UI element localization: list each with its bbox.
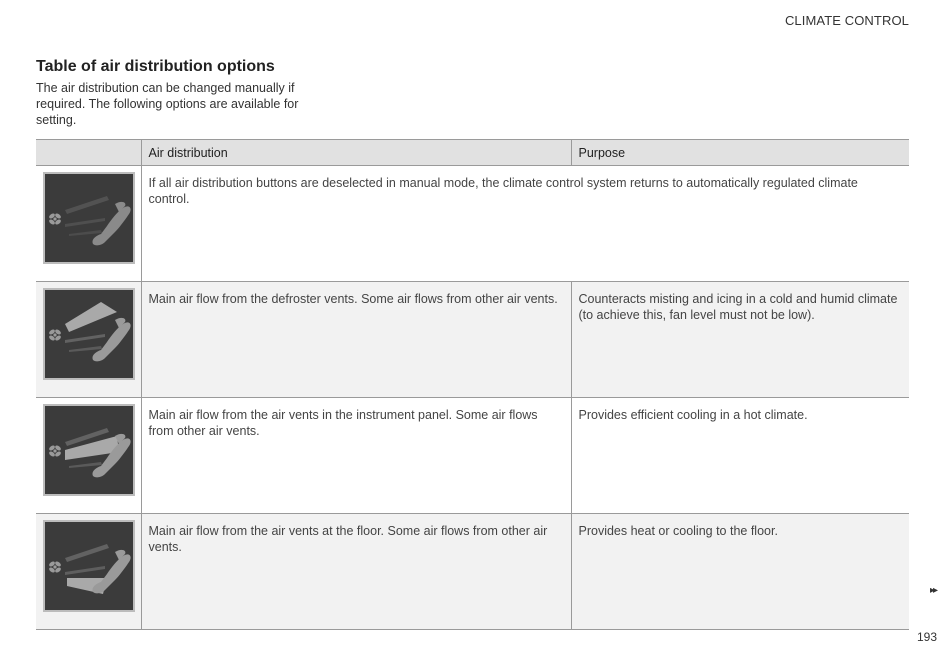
purpose-description: Counteracts misting and icing in a cold and humid climate (to achieve this, fan level must not be low).: [571, 282, 909, 398]
intro-paragraph: The air distribution can be changed manually if required. The following options are available for setting.: [36, 81, 299, 127]
table-header-row: [36, 140, 909, 166]
icon-cell: [36, 282, 141, 398]
purpose-description: Provides heat or cooling to the floor.: [571, 514, 909, 630]
header-purpose: Purpose: [571, 140, 909, 166]
air-distribution-table: [36, 139, 909, 630]
air-distribution-defroster-icon: [43, 288, 135, 380]
section-header: CLIMATE CONTROL: [784, 13, 909, 28]
air-distribution-all-off-icon: [43, 172, 135, 264]
table-row: [36, 514, 909, 630]
icon-cell: [36, 514, 141, 630]
continue-arrow-icon: ▸▸: [929, 585, 936, 596]
air-distribution-description: Main air flow from the air vents in the instrument panel. Some air flows from other air vents.: [141, 398, 571, 514]
header-icon: [36, 140, 141, 166]
table-row: [36, 398, 909, 514]
air-distribution-description: If all air distribution buttons are deselected in manual mode, the climate control system returns to automatically regulated climate control.: [141, 166, 909, 282]
table-row: [36, 282, 909, 398]
page-title: Table of air distribution options: [36, 58, 275, 75]
air-distribution-panel-icon: [43, 404, 135, 496]
air-distribution-description: Main air flow from the air vents at the floor. Some air flows from other air vents.: [141, 514, 571, 630]
icon-cell: [36, 166, 141, 282]
table-row: [36, 166, 909, 282]
air-distribution-floor-icon: [43, 520, 135, 612]
air-distribution-description: Main air flow from the defroster vents. Some air flows from other air vents.: [141, 282, 571, 398]
page-number: 193: [916, 630, 937, 644]
header-air-distribution: Air distribution: [141, 140, 571, 166]
purpose-description: Provides efficient cooling in a hot climate.: [571, 398, 909, 514]
icon-cell: [36, 398, 141, 514]
